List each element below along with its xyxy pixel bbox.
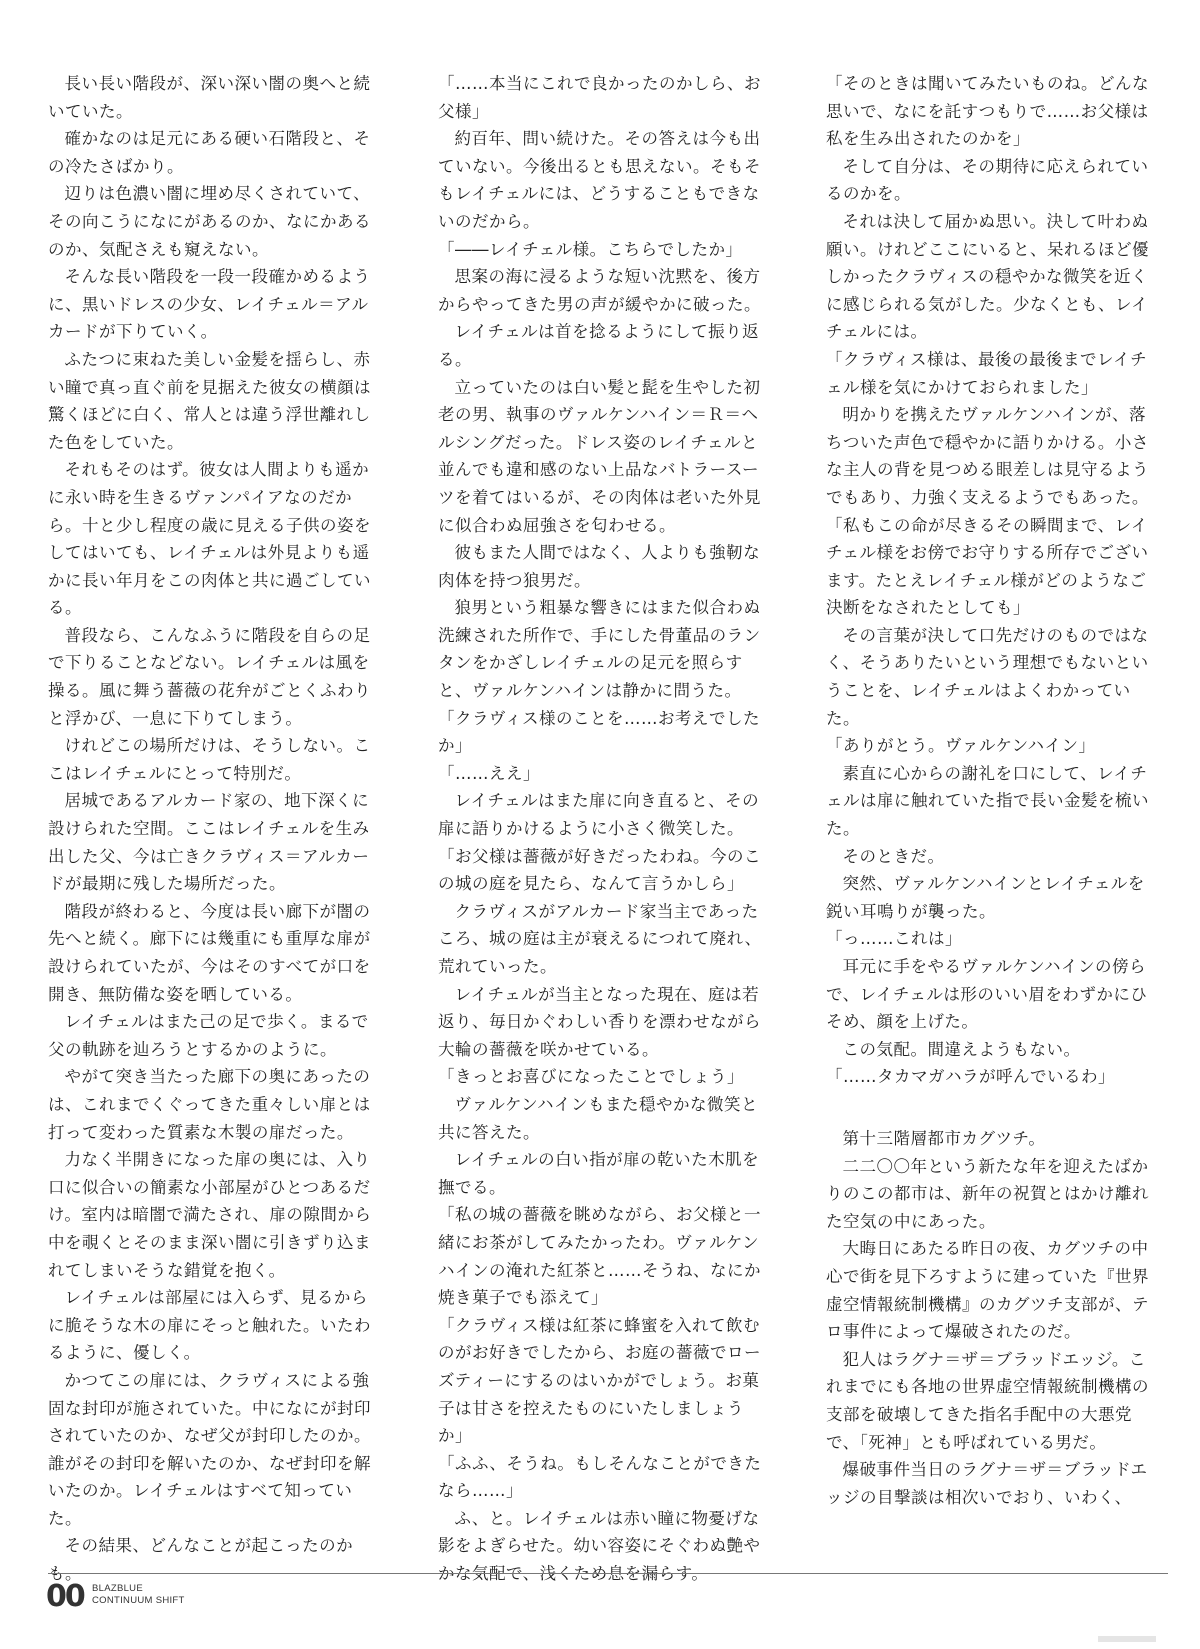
dialogue-paragraph: 「そのときは聞いてみたいものね。どんな思いで、なにを託すつもりで……お父様は私を生み出されたのかを」	[826, 74, 1149, 149]
narrative-paragraph: 狼男という粗暴な響きにはまた似合わぬ洗練された所作で、手にした骨董品のランタンをかざしレイチェルの足元を照らすと、ヴァルケンハインは静かに問うた。	[438, 598, 761, 701]
narrative-paragraph: その結果、どんなことが起こったのかも。	[48, 1536, 354, 1584]
narrative-paragraph: 居城であるアルカード家の、地下深くに設けられた空間。ここはレイチェルを生み出した父、今は亡きクラヴィス＝アルカードが最期に残した場所だった。	[48, 791, 370, 894]
narrative-paragraph: レイチェルが当主となった現在、庭は若返り、毎日かぐわしい香りを漂わせながら大輪の薔薇を咲かせている。	[438, 984, 761, 1059]
narrative-paragraph: ふたつに束ねた美しい金髪を揺らし、赤い瞳で真っ直ぐ前を見据えた彼女の横顔は驚くほどに白く、常人とは違う浮世離れした色をしていた。	[48, 349, 371, 452]
footer-brand-title: BLAZBLUE	[92, 1583, 143, 1594]
footer-rule	[48, 1573, 1168, 1574]
dialogue-paragraph: 「……タカマガハラが呼んでいるわ」	[826, 1067, 1115, 1087]
narrative-paragraph: ヴァルケンハインもまた穏やかな微笑と共に答えた。	[438, 1094, 759, 1142]
narrative-paragraph: 立っていたのは白い髪と髭を生やした初老の男、執事のヴァルケンハイン＝Ｒ＝ヘルシングだった。ドレス姿のレイチェルと並んでも違和感のない上品なバトラースーツを着てはいるが、その肉体は老いた外見に似合わぬ屈強さを匂わせる。	[438, 377, 761, 535]
narrative-paragraph: クラヴィスがアルカード家当主であったころ、城の庭は主が衰えるにつれて廃れ、荒れていった。	[438, 901, 762, 976]
narrative-paragraph: 犯人はラグナ＝ザ＝ブラッドエッジ。これまでにも各地の世界虚空情報統制機構の支部を破壊してきた指名手配中の大悪党で、「死神」とも呼ばれている男だ。	[826, 1349, 1149, 1452]
dialogue-paragraph: 「私の城の薔薇を眺めながら、お父様と一緒にお茶がしてみたかったわ。ヴァルケンハインの淹れた紅茶と……そうね、なにか焼き菓子でも添えて」	[438, 1205, 761, 1308]
corner-mark	[1098, 1636, 1156, 1642]
narrative-paragraph: 耳元に手をやるヴァルケンハインの傍らで、レイチェルは形のいい眉をわずかにひそめ、顔を上げた。	[826, 957, 1148, 1032]
narrative-paragraph: レイチェルは首を捻るようにして振り返る。	[438, 322, 760, 369]
narrative-paragraph: レイチェルはまた扉に向き直ると、その扉に語りかけるように小さく微笑した。	[438, 791, 760, 839]
narrative-paragraph: レイチェルの白い指が扉の乾いた木肌を撫でる。	[438, 1150, 760, 1197]
dialogue-paragraph: 「っ……これは」	[826, 929, 962, 949]
narrative-paragraph: 思案の海に浸るような短い沈黙を、後方からやってきた男の声が緩やかに破った。	[438, 267, 761, 314]
narrative-paragraph: 確かなのは足元にある硬い石階段と、その冷たさばかり。	[48, 129, 371, 176]
dialogue-paragraph: 「ふふ、そうね。もしそんなことができたなら……」	[438, 1453, 762, 1501]
dialogue-paragraph: 「――レイチェル様。こちらでしたか」	[438, 239, 743, 259]
narrative-paragraph: そんな長い階段を一段一段確かめるように、黒いドレスの少女、レイチェル＝アルカードが下りていく。	[48, 267, 371, 342]
narrative-paragraph: 約百年、問い続けた。その答えは今も出ていない。今後出るとも思えない。そもそもレイチェルには、どうすることもできないのだから。	[438, 129, 761, 231]
dialogue-paragraph: 「お父様は薔薇が好きだったわね。今のこの城の庭を見たら、なんて言うかしら」	[438, 846, 761, 894]
narrative-paragraph: 素直に心からの謝礼を口にして、レイチェルは扉に触れていた指で長い金髪を梳いた。	[826, 763, 1149, 839]
narrative-paragraph: 二二〇〇年という新たな年を迎えたばかりのこの都市は、新年の祝賀とはかけ離れた空気の中にあった。	[826, 1156, 1149, 1231]
page-number: 00	[46, 1579, 84, 1614]
footer-brand-subtitle: CONTINUUM SHIFT	[92, 1595, 185, 1606]
narrative-paragraph: 辺りは色濃い闇に埋め尽くされていて、その向こうになにがあるのか、なにかあるのか、気配さえも窺えない。	[48, 184, 371, 259]
text-column-1	[48, 70, 378, 1588]
narrative-paragraph: 彼もまた人間ではなく、人よりも強靭な肉体を持つ狼男だ。	[438, 543, 761, 590]
narrative-paragraph: かつてこの扉には、クラヴィスによる強固な封印が施されていた。中になにが封印されていたのか、なぜ父が封印したのか。誰がその封印を解いたのか、なぜ封印を解いたのか。レイチェルはすべて知っていた。	[48, 1370, 371, 1528]
narrative-paragraph: それもそのはず。彼女は人間よりも遥かに永い時を生きるヴァンパイアなのだから。十と少し程度の歳に見える子供の姿をしてはいても、レイチェルは外見よりも遥かに長い年月をこの肉体と共に過ごしている。	[48, 460, 371, 618]
dialogue-paragraph: 「クラヴィス様のことを……お考えでしたか」	[438, 708, 761, 756]
narrative-paragraph: そのときだ。	[842, 846, 945, 866]
narrative-paragraph: 階段が終わると、今度は長い廊下が闇の先へと続く。廊下には幾重にも重厚な扉が設けられていたが、今はそのすべてが口を開き、無防備な姿を晒している。	[48, 901, 371, 1004]
dialogue-paragraph: 「……ええ」	[438, 763, 540, 783]
dialogue-paragraph: 「クラヴィス様は紅茶に蜂蜜を入れて飲むのがお好きでしたから、お庭の薔薇でローズティーにするのはいかがでしょう。お菓子は甘さを控えたものにいたしましょうか」	[438, 1315, 761, 1446]
narrative-paragraph: 長い長い階段が、深い深い闇の奥へと続いていた。	[48, 74, 371, 121]
text-column-3	[826, 70, 1156, 1091]
narrative-paragraph: 大晦日にあたる昨日の夜、カグツチの中心で街を見下ろすように建っていた『世界虚空情報統制機構』のカグツチ支部が、テロ事件によって爆破されたのだ。	[826, 1239, 1149, 1342]
narrative-paragraph: この気配。間違えようもない。	[842, 1039, 1081, 1059]
narrative-paragraph: やがて突き当たった廊下の奥にあったのは、これまでくぐってきた重々しい扉とは打って変わった質素な木製の扉だった。	[48, 1067, 371, 1142]
narrative-paragraph: その言葉が決して口先だけのものではなく、そうありたいという理想でもないということを、レイチェルはよくわかっていた。	[826, 625, 1149, 728]
narrative-paragraph: 明かりを携えたヴァルケンハインが、落ちついた声色で穏やかに語りかける。小さな主人の背を見つめる眼差しは見守るようでもあり、力強く支えるようでもあった。	[826, 405, 1149, 507]
narrative-paragraph: レイチェルは部屋には入らず、見るからに脆そうな木の扉にそっと触れた。いたわるように、優しく。	[48, 1288, 371, 1363]
narrative-paragraph: それは決して届かぬ思い。決して叶わぬ願い。けれどここにいると、呆れるほど優しかったクラヴィスの穏やかな微笑を近くに感じられる気がした。少なくとも、レイチェルには。	[826, 211, 1149, 342]
text-column-3-section-2	[826, 1125, 1156, 1511]
dialogue-paragraph: 「クラヴィス様は、最後の最後までレイチェル様を気にかけておられました」	[826, 349, 1148, 397]
narrative-paragraph: 第十三階層都市カグツチ。	[842, 1129, 1046, 1148]
narrative-paragraph: レイチェルはまた己の足で歩く。まるで父の軌跡を辿ろうとするかのように。	[48, 1012, 369, 1059]
text-column-2	[438, 70, 768, 1588]
narrative-paragraph: そして自分は、その期待に応えられているのかを。	[826, 156, 1149, 204]
narrative-paragraph: ふ、と。レイチェルは赤い瞳に物憂げな影をよぎらせた。幼い容姿にそぐわぬ艶やかな気配で、浅くため息を漏らす。	[438, 1508, 761, 1584]
footer-brand	[92, 1583, 185, 1607]
dialogue-paragraph: 「きっとお喜びになったことでしょう」	[438, 1067, 744, 1087]
dialogue-paragraph: 「ありがとう。ヴァルケンハイン」	[826, 736, 1096, 756]
narrative-paragraph: 普段なら、こんなふうに階段を自らの足で下りることなどない。レイチェルは風を操る。風に舞う薔薇の花弁がごとくふわりと浮かび、一息に下りてしまう。	[48, 625, 371, 728]
narrative-paragraph: けれどこの場所だけは、そうしない。ここはレイチェルにとって特別だ。	[48, 736, 371, 783]
dialogue-paragraph: 「私もこの命が尽きるその瞬間まで、レイチェル様をお傍でお守りする所存でございます。たとえレイチェル様がどのようなご決断をなされたとしても」	[826, 515, 1149, 618]
narrative-paragraph: 力なく半開きになった扉の奥には、入り口に似合いの簡素な小部屋がひとつあるだけ。室内は暗闇で満たされ、扉の隙間から中を覗くとそのまま深い闇に引きずり込まれてしまいそうな錯覚を抱く。	[48, 1150, 372, 1280]
dialogue-paragraph: 「……本当にこれで良かったのかしら、お父様」	[438, 74, 761, 121]
narrative-paragraph: 突然、ヴァルケンハインとレイチェルを鋭い耳鳴りが襲った。	[826, 874, 1145, 921]
narrative-paragraph: 爆破事件当日のラグナ＝ザ＝ブラッドエッジの目撃談は相次いでおり、いわく、	[826, 1460, 1148, 1507]
